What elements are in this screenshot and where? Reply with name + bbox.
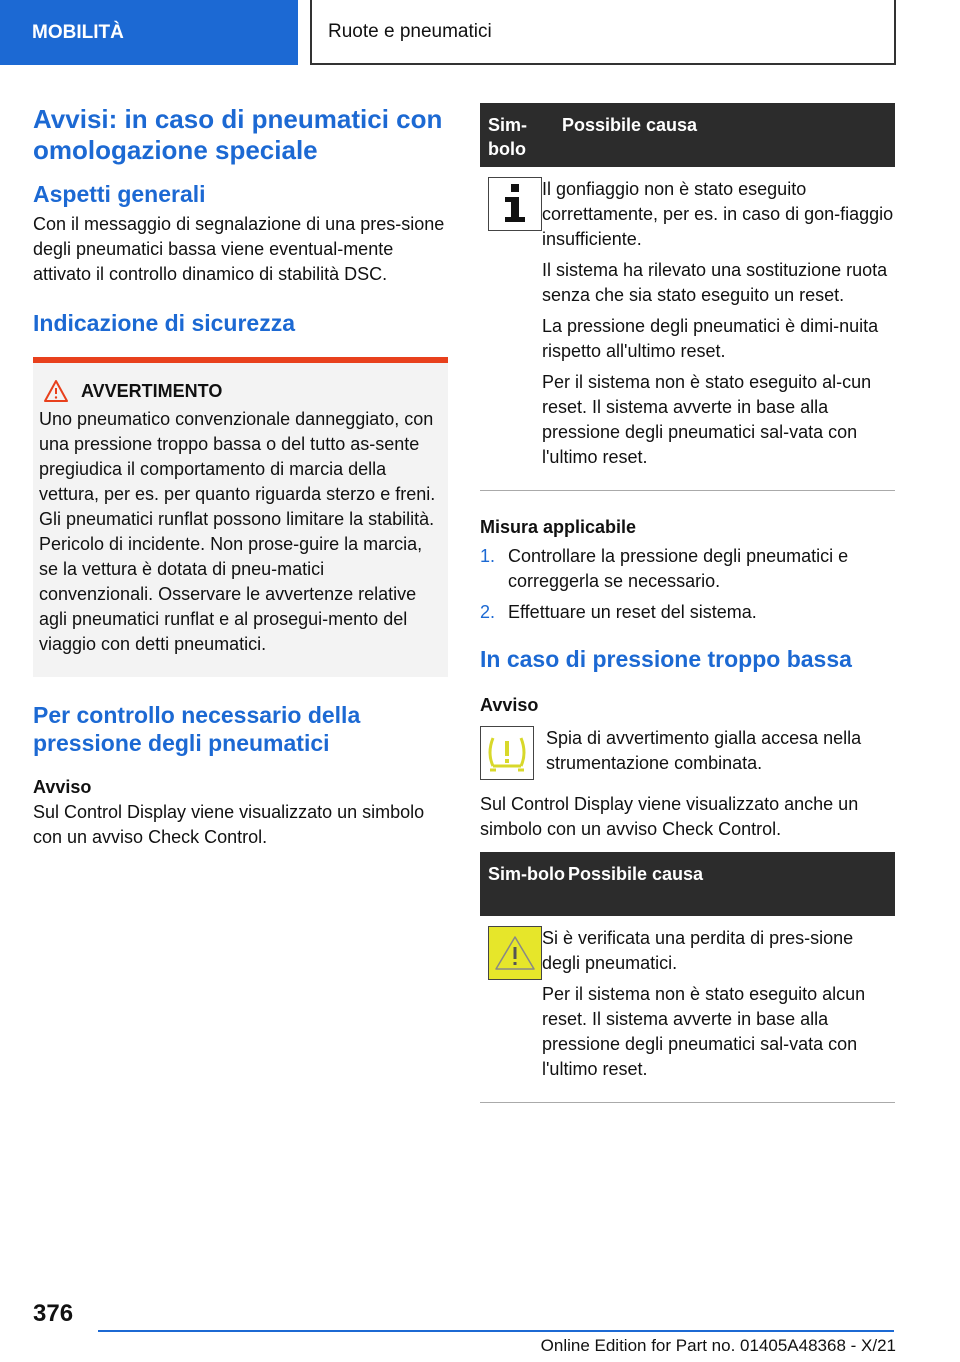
cause-table-2 — [480, 852, 895, 1103]
symbol-column-header: Sim‐bolo — [488, 115, 528, 159]
avviso-label: Avviso — [480, 695, 539, 715]
edition-note: Online Edition for Part no. 01405A48368 - X/21 — [540, 1336, 896, 1355]
cause-paragraph: Per il sistema non è stato eseguito al‐cun reset. Il sistema avverte in base alla pressione degli pneumatici sal‐vata con l'ultimo reset. — [542, 372, 872, 467]
table-header — [480, 103, 895, 167]
measure-heading: Misura applicabile — [480, 517, 637, 537]
step-number: 2. — [480, 602, 496, 622]
step-number: 1. — [480, 546, 496, 566]
general-text: Con il messaggio di segnalazione di una pres‐sione degli pneumatici bassa viene eventual‐mente attivato il controllo dinamico di stabilità DSC. — [33, 214, 445, 284]
general-heading: Aspetti generali — [33, 181, 206, 207]
cause-paragraph: Il gonfiaggio non è stato eseguito correttamente, per es. in caso di gon‐fiaggio insufficiente. — [542, 179, 894, 249]
cause-column-header: Possibile causa — [568, 864, 704, 884]
avviso-label: Avviso — [33, 777, 92, 797]
table-row — [480, 916, 895, 1103]
warning-header — [43, 379, 442, 403]
list-item — [480, 600, 895, 625]
check-pressure-heading: Per controllo necessario della pressione degli pneumatici — [33, 702, 361, 756]
section-title: Avvisi: in caso di pneumatici con omologazione speciale — [33, 104, 443, 165]
step-text: Effettuare un reset del sistema. — [508, 602, 757, 622]
left-column — [33, 100, 448, 850]
warning-box — [33, 357, 448, 677]
cause-column-header: Possibile causa — [562, 115, 698, 135]
warning-text: Uno pneumatico convenzionale danneggiato, con una pressione troppo bassa o del tutto as‐sente pregiudica il comportamento di marcia della vettura, per es. per quanto riguarda sterzo e freni. Gli pneumatici runflat possono limitare la stabilità. Pericolo di incidente. Non prose‐guire la marcia, se la vettura è dotata di pneu‐matici convenzionali. Osservare le avvertenze relative agli pneumatici runflat e al prosegui‐mento del viaggio con detti pneumatici. — [39, 409, 436, 654]
lamp-row — [480, 726, 895, 780]
page-number: 376 — [33, 1300, 74, 1327]
warning-triangle-icon — [43, 379, 69, 403]
cause-table-1 — [480, 103, 895, 491]
lamp-text: Spia di avvertimento gialla accesa nella strumentazione combinata. — [546, 728, 862, 773]
section-tab: MOBILITÀ — [0, 0, 298, 65]
low-pressure-heading: In caso di pressione troppo bassa — [480, 646, 852, 672]
list-item — [480, 544, 895, 594]
warning-title: AVVERTIMENTO — [81, 380, 223, 401]
info-icon — [488, 177, 542, 231]
footer-divider — [98, 1330, 894, 1332]
cause-paragraph: La pressione degli pneumatici è dimi‐nuita rispetto all'ultimo reset. — [542, 316, 879, 361]
tpms-warning-icon — [480, 726, 534, 780]
step-text: Controllare la pressione degli pneumatici e correggerla se necessario. — [508, 546, 849, 591]
cause-paragraph: Si è verificata una perdita di pres‐sione degli pneumatici. — [542, 928, 854, 973]
chapter-title: Ruote e pneumatici — [310, 0, 896, 65]
table-header — [480, 852, 895, 916]
symbol-column-header: Sim‐bolo — [488, 864, 565, 884]
display-text: Sul Control Display viene visualizzato anche un simbolo con un avviso Check Control. — [480, 794, 859, 839]
table-row — [480, 167, 895, 491]
yellow-warning-triangle-icon — [488, 926, 542, 980]
cause-paragraph: Per il sistema non è stato eseguito alcun reset. Il sistema avverte in base alla pressione degli pneumatici sal‐vata con l'ultimo reset. — [542, 984, 866, 1079]
cause-paragraph: Il sistema ha rilevato una sostituzione ruota senza che sia stato eseguito un reset. — [542, 260, 888, 305]
steps-list — [480, 544, 895, 625]
right-column — [480, 103, 895, 1103]
avviso-text: Sul Control Display viene visualizzato un simbolo con un avviso Check Control. — [33, 802, 425, 847]
safety-heading: Indicazione di sicurezza — [33, 310, 296, 336]
